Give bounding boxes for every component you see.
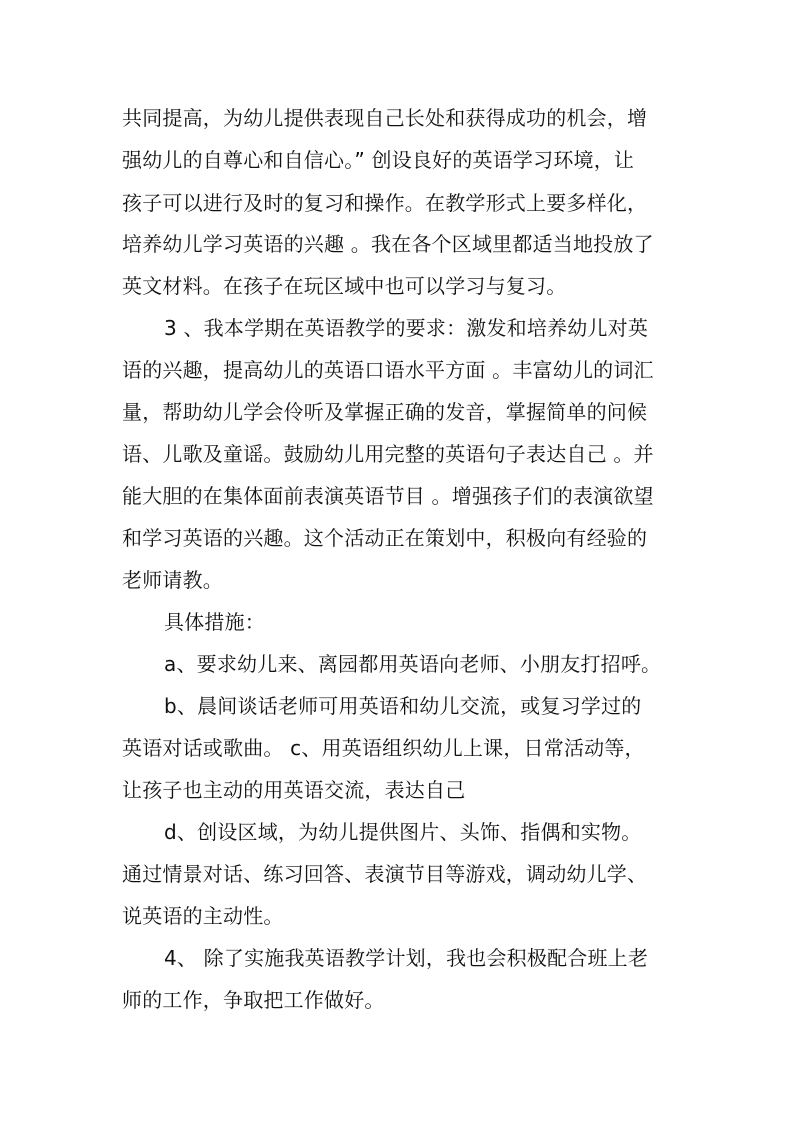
list-item: b、晨间谈话老师可用英语和幼儿交流，或复习学过的 bbox=[164, 694, 642, 718]
paragraph-line: 英文材料。在孩子在玩区域中也可以学习与复习。 bbox=[122, 274, 567, 298]
paragraph-line: 能大胆的在集体面前表演英语节目 。增强孩子们的表演欲望 bbox=[122, 484, 654, 508]
paragraph-line: 和学习英语的兴趣。这个活动正在策划中，积极向有经验的 bbox=[122, 526, 648, 550]
section-heading: 具体措施： bbox=[164, 610, 265, 634]
paragraph-line: 说英语的主动性。 bbox=[122, 904, 284, 928]
list-item: d、创设区域，为幼儿提供图片、头饰、指偶和实物。 bbox=[164, 820, 642, 844]
paragraph-line: 共同提高，为幼儿提供表现自己长处和获得成功的机会，增 bbox=[122, 106, 648, 130]
paragraph-line: 孩子可以进行及时的复习和操作。在教学形式上要多样化， bbox=[122, 191, 648, 215]
paragraph-line: 培养幼儿学习英语的兴趣 。我在各个区域里都适当地投放了 bbox=[122, 232, 654, 256]
paragraph-line: 师的工作，争取把工作做好。 bbox=[122, 988, 385, 1012]
paragraph-line: 英语对话或歌曲。 c、用英语组织幼儿上课，日常活动等， bbox=[122, 736, 645, 760]
paragraph-line: 量，帮助幼儿学会伶听及掌握正确的发音，掌握简单的问候 bbox=[122, 400, 648, 424]
paragraph-line: 老师请教。 bbox=[122, 568, 223, 592]
paragraph-line: 让孩子也主动的用英语交流，表达自己 bbox=[122, 778, 466, 802]
paragraph-line: 强幼儿的自尊心和自信心。” 创设良好的英语学习环境，让 bbox=[122, 148, 635, 172]
paragraph-line: 通过情景对话、练习回答、表演节目等游戏，调动幼儿学、 bbox=[122, 862, 648, 886]
paragraph-line: 语、儿歌及童谣。鼓励幼儿用完整的英语句子表达自己 。并 bbox=[122, 442, 654, 466]
paragraph-line: 语的兴趣，提高幼儿的英语口语水平方面 。丰富幼儿的词汇 bbox=[122, 358, 654, 382]
paragraph-line: 4、 除了实施我英语教学计划，我也会积极配合班上老 bbox=[164, 946, 649, 970]
list-item: a、要求幼儿来、离园都用英语向老师、小朋友打招呼。 bbox=[164, 652, 662, 676]
paragraph-line: 3 、我本学期在英语教学的要求：激发和培养幼儿对英 bbox=[164, 316, 649, 340]
